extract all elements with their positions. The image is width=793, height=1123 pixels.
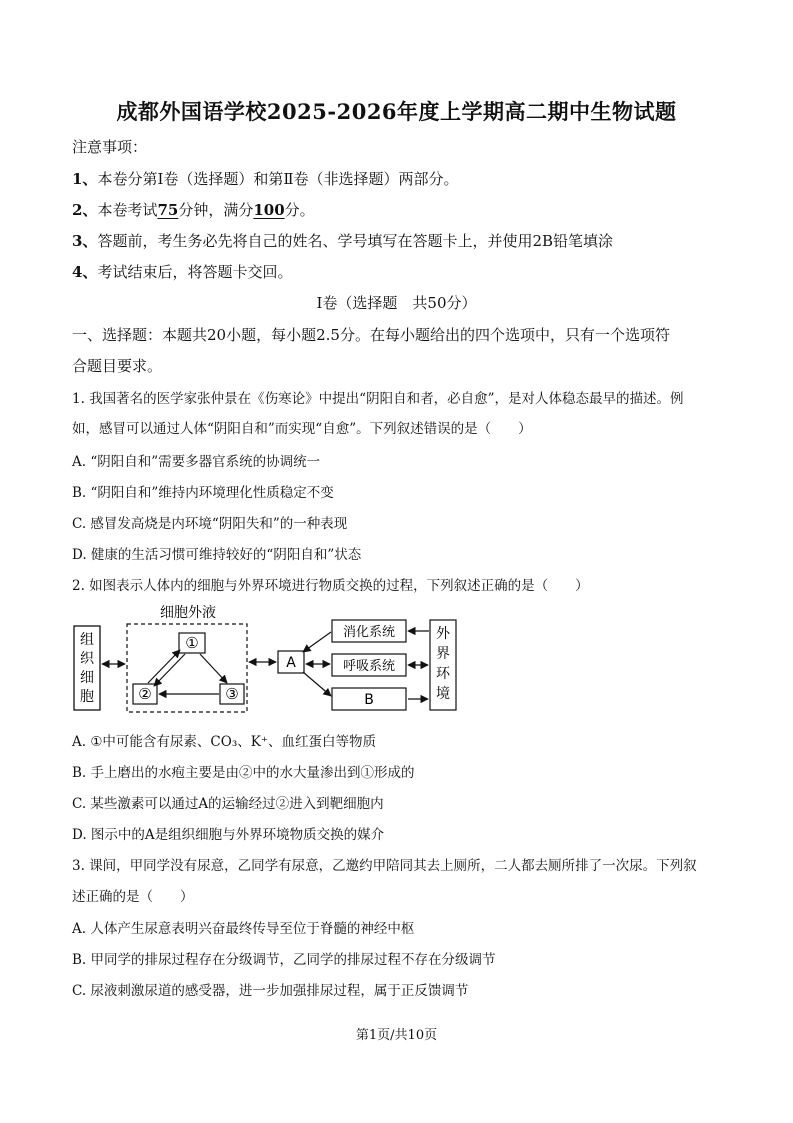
notice-text: 分钟，满分 — [178, 201, 254, 219]
arrow-1-to-2 — [154, 654, 185, 686]
option-b: B. 甲同学的排尿过程存在分级调节，乙同学的排尿过程不存在分级调节 — [72, 952, 496, 968]
notice-number: 3、 — [72, 232, 98, 250]
question-stem: 3. 课间，甲同学没有尿意，乙同学有尿意，乙邀约甲陪同其去上厕所，二人都去厕所排了一次尿。下列叙 — [72, 858, 697, 874]
notice-number: 4、 — [72, 263, 98, 281]
option-c: C. 某些激素可以通过A的运输经过②进入到靶细胞内 — [72, 796, 384, 812]
option-a: A. 人体产生尿意表明兴奋最终传导至位于脊髓的神经中枢 — [72, 921, 415, 937]
node-3-label: ③ — [225, 685, 239, 703]
option-b: B. 手上磨出的水疱主要是由②中的水大量渗出到①形成的 — [72, 765, 415, 781]
notice-number: 1、 — [72, 170, 98, 188]
notice-heading: 注意事项： — [72, 138, 148, 156]
part-heading-cont: 合题目要求。 — [72, 357, 163, 375]
notice-item — [72, 168, 459, 189]
exam-time: 75 — [157, 201, 179, 219]
question-stem-cont: 述正确的是（ ） — [72, 889, 194, 905]
option-d: D. 健康的生活习惯可维持较好的“阴阳自和”状态 — [72, 547, 362, 563]
question-stem-cont: 如，感冒可以通过人体“阴阳自和”而实现“自愈”。下列叙述错误的是（ ） — [72, 421, 532, 437]
notice-number: 2、 — [72, 201, 98, 219]
part-heading: 一、选择题：本题共20小题，每小题2.5分。在每小题给出的四个选项中，只有一个选项符 — [72, 326, 670, 344]
respiratory-label: 呼吸系统 — [342, 659, 396, 674]
page-title: 成都外国语学校2025-2026年度上学期高二期中生物试题 — [116, 99, 677, 124]
arrow-2-to-1 — [148, 650, 180, 683]
environment-label: 境 — [436, 686, 450, 702]
environment-label: 外 — [436, 626, 450, 642]
question-stem: 2. 如图表示人体内的细胞与外界环境进行物质交换的过程，下列叙述正确的是（ ） — [72, 578, 589, 594]
notice-text: 分。 — [284, 201, 315, 219]
option-d: D. 图示中的A是组织细胞与外界环境物质交换的媒介 — [72, 827, 385, 843]
node-1-label: ① — [185, 634, 199, 652]
node-b-label: B — [364, 692, 374, 708]
option-a: A. “阴阳自和”需要多器官系统的协调统一 — [72, 454, 321, 470]
environment-label: 环 — [436, 666, 450, 682]
notice-text: 本卷分第Ⅰ卷（选择题）和第Ⅱ卷（非选择题）两部分。 — [97, 170, 459, 188]
node-2-label: ② — [138, 685, 152, 703]
notice-item — [72, 199, 315, 220]
option-b: B. “阴阳自和”维持内环境理化性质稳定不变 — [72, 485, 334, 501]
tissue-cell-label: 细 — [80, 670, 94, 686]
notice-item — [72, 230, 613, 251]
section-title: Ⅰ卷（选择题 共50分） — [316, 294, 477, 312]
digestive-label: 消化系统 — [342, 625, 396, 640]
exchange-diagram — [70, 600, 470, 718]
extracellular-label: 细胞外液 — [160, 605, 216, 621]
option-c: C. 尿液刺激尿道的感受器，进一步加强排尿过程，属于正反馈调节 — [72, 983, 469, 999]
arrow-a-to-b — [303, 672, 331, 696]
node-a-label: A — [286, 655, 296, 671]
arrow-1-to-3 — [200, 654, 227, 683]
option-c: C. 感冒发高烧是内环境“阴阳失和”的一种表现 — [72, 516, 348, 532]
exam-score: 100 — [253, 201, 285, 219]
tissue-cell-label: 胞 — [80, 689, 94, 705]
tissue-cell-label: 织 — [80, 651, 94, 667]
option-a: A. ①中可能含有尿素、CO₃、K⁺、血红蛋白等物质 — [72, 734, 376, 750]
arrow-digestive-to-a — [303, 632, 331, 652]
notice-text: 本卷考试 — [97, 201, 158, 219]
page-footer: 第1页/共10页 — [355, 1028, 438, 1043]
question-stem: 1. 我国著名的医学家张仲景在《伤寒论》中提出“阴阳自和者，必自愈”，是对人体稳态最早的描述。例 — [72, 391, 684, 407]
environment-label: 界 — [436, 646, 450, 662]
notice-text: 考试结束后，将答题卡交回。 — [97, 263, 293, 281]
notice-item — [72, 261, 292, 282]
notice-text: 答题前，考生务必先将自己的姓名、学号填写在答题卡上，并使用2B铅笔填涂 — [97, 232, 614, 250]
tissue-cell-label: 组 — [80, 632, 94, 648]
